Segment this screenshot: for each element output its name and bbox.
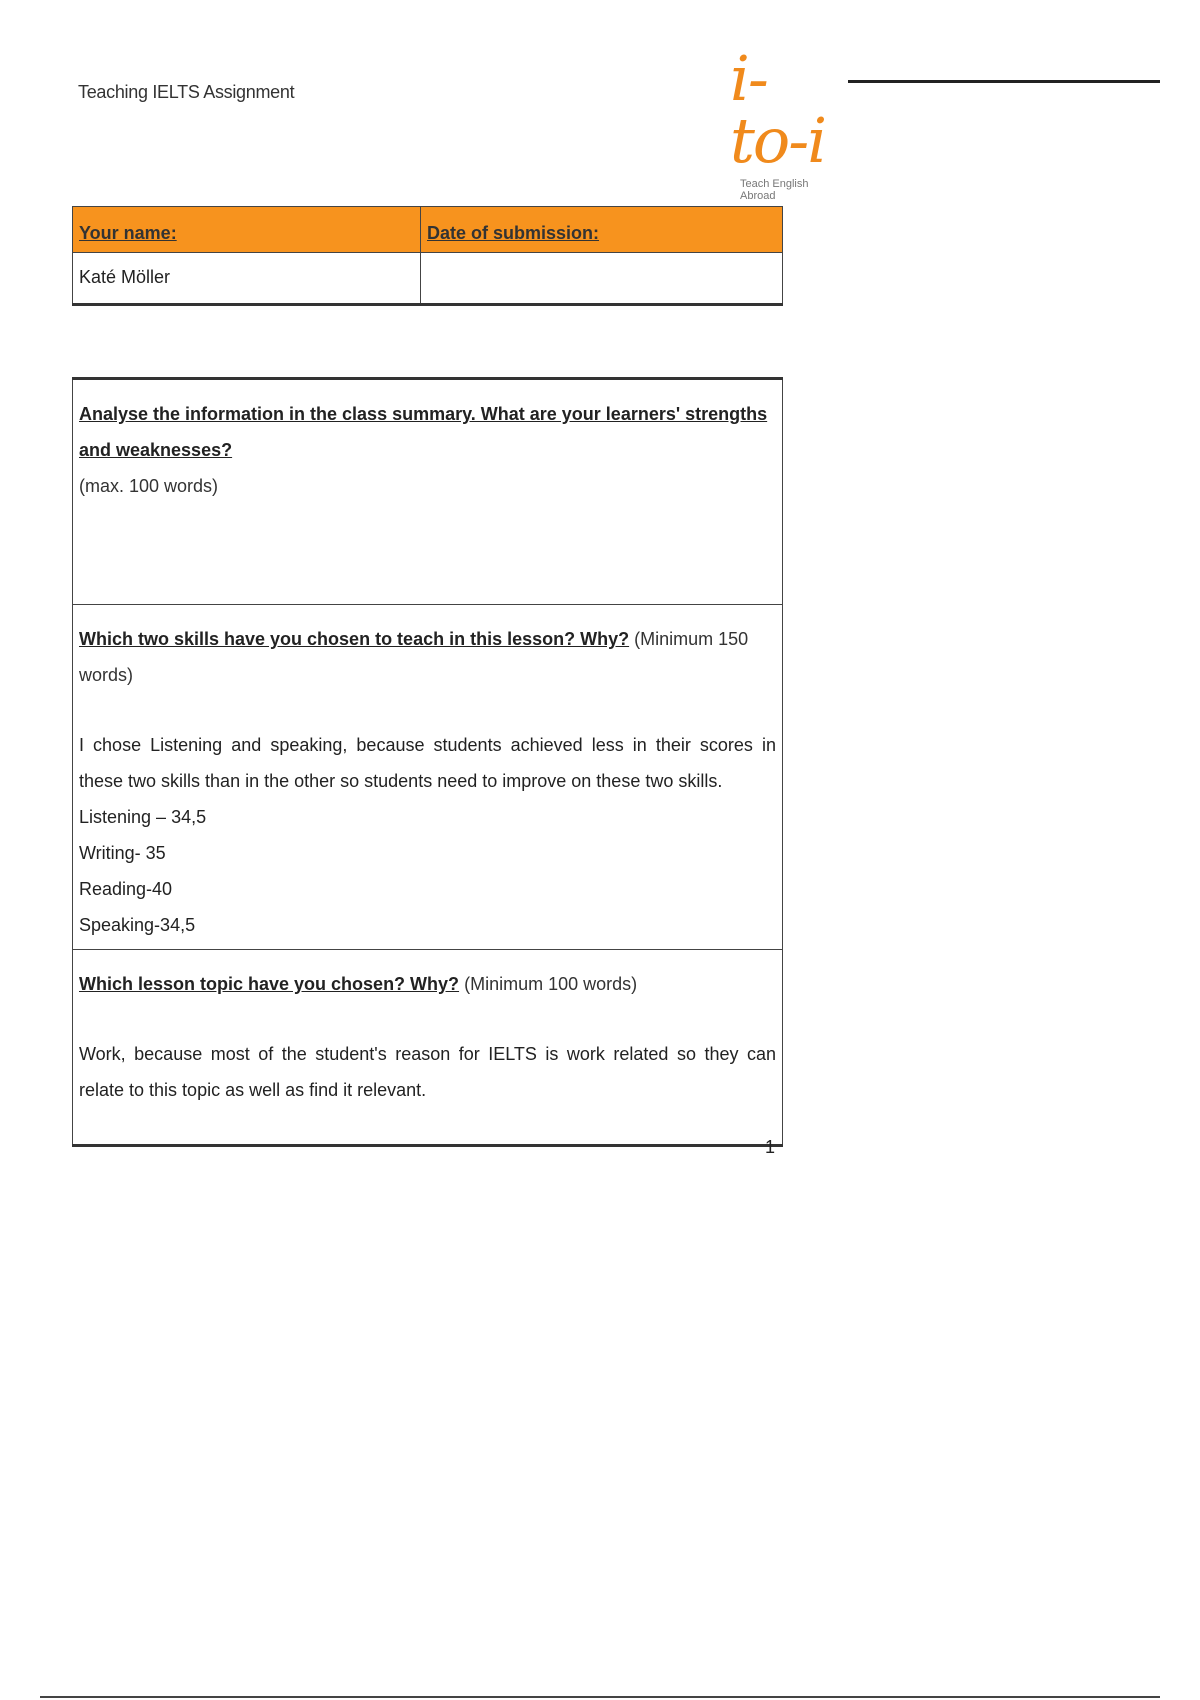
question-row-topic [73, 950, 783, 1146]
question-skills-note: (Minimum 150 words) [79, 629, 749, 685]
answer-spacer [79, 1002, 776, 1036]
name-label: Your name: [79, 223, 177, 243]
question-cell-topic [73, 950, 783, 1146]
name-label-cell [73, 207, 421, 253]
assignment-questions-table [72, 377, 783, 1147]
header-rule [848, 80, 1160, 83]
footer-rule [40, 1696, 1160, 1698]
score-writing: Writing- 35 [79, 843, 166, 863]
name-value: Katé Möller [79, 267, 171, 287]
date-label: Date of submission: [427, 223, 600, 243]
date-label-cell [421, 207, 783, 253]
question-skills: Which two skills have you chosen to teach in this lesson? Why? [79, 629, 630, 649]
logo-mark: i-to-i [730, 42, 826, 177]
question-topic-note: (Minimum 100 words) [464, 974, 638, 994]
score-speaking: Speaking-34,5 [79, 915, 196, 935]
info-value-row [73, 253, 783, 305]
date-value-cell [421, 253, 783, 305]
answer-spacer [79, 693, 776, 727]
score-listening: Listening – 34,5 [79, 807, 207, 827]
document-header-title: Teaching IELTS Assignment [78, 82, 295, 102]
student-info-table [72, 206, 783, 306]
question-row-strengths [73, 379, 783, 605]
question-cell-strengths [73, 379, 783, 605]
question-topic: Which lesson topic have you chosen? Why? [79, 974, 460, 994]
score-reading: Reading-40 [79, 879, 173, 899]
question-strengths: Analyse the information in the class summary. What are your learners' strengths and weaknesses? [79, 404, 768, 460]
name-value-cell [73, 253, 421, 305]
question-strengths-note: (max. 100 words) [79, 476, 219, 496]
answer-topic: Work, because most of the student's reason for IELTS is work related so they can relate to this topic as well as find it relevant. [79, 1044, 776, 1100]
page-number: 1 [765, 1137, 776, 1157]
question-row-skills [73, 605, 783, 950]
question-cell-skills [73, 605, 783, 950]
answer-skills: I chose Listening and speaking, because students achieved less in their scores in these two skills than in the other so students need to improve on these two skills. [79, 735, 776, 791]
i-to-i-logo [730, 42, 830, 202]
logo-tagline: Teach English Abroad [740, 178, 809, 202]
info-header-row [73, 207, 783, 253]
